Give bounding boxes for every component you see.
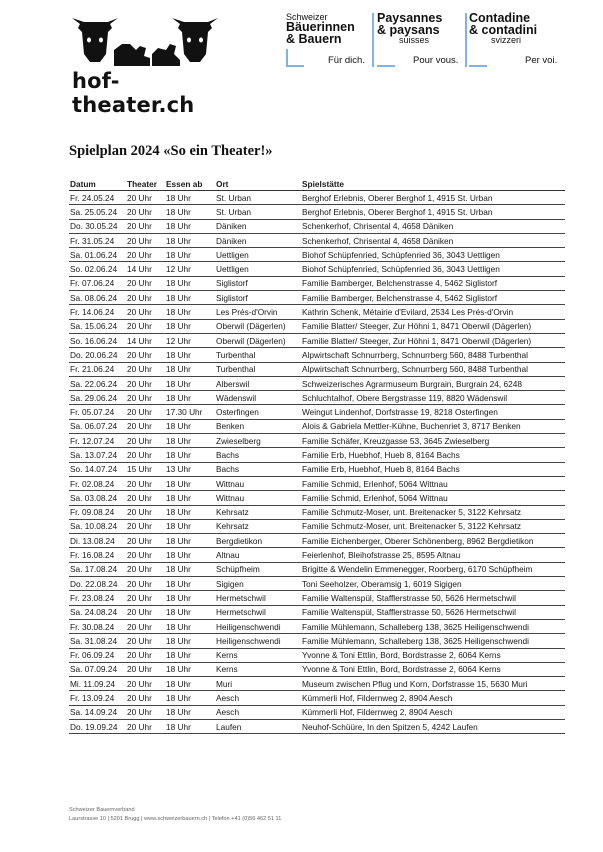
table-row bbox=[69, 219, 565, 233]
partner-fr-small: suisses bbox=[399, 35, 430, 45]
schedule-body bbox=[69, 191, 565, 734]
cell-theater-time: 14 Uhr bbox=[126, 262, 165, 276]
column-header-datum: Datum bbox=[69, 177, 126, 191]
cell-venue: Yvonne & Toni Ettlin, Bord, Bordstrasse 2, 6064 Kerns bbox=[301, 662, 565, 676]
cell-location: Turbenthal bbox=[215, 362, 301, 376]
cell-location: Sigigen bbox=[215, 577, 301, 591]
cell-venue: Feierlenhof, Bleihofstrasse 25, 8595 Altnau bbox=[301, 548, 565, 562]
cell-dinner-time: 18 Uhr bbox=[165, 376, 215, 390]
footer-contact: Laurstrasse 10 | 5201 Brugg | www.schweizerbauern.ch | Telefon +41 (0)56 462 51 11 bbox=[69, 815, 282, 822]
partner-fr-line: Paysannes bbox=[377, 11, 443, 25]
cell-theater-time: 20 Uhr bbox=[126, 577, 165, 591]
cell-date: Do. 22.08.24 bbox=[69, 577, 126, 591]
cell-date: Sa. 22.06.24 bbox=[69, 376, 126, 390]
cell-theater-time: 20 Uhr bbox=[126, 219, 165, 233]
table-row bbox=[69, 719, 565, 733]
cell-date: So. 02.06.24 bbox=[69, 262, 126, 276]
table-row bbox=[69, 276, 565, 290]
cell-venue: Schluchtalhof, Obere Bergstrasse 119, 8820 Wädenswil bbox=[301, 391, 565, 405]
cell-theater-time: 20 Uhr bbox=[126, 405, 165, 419]
schedule-table bbox=[69, 177, 565, 734]
table-row bbox=[69, 305, 565, 319]
cell-location: Wittnau bbox=[215, 476, 301, 490]
cell-location: Siglistorf bbox=[215, 276, 301, 290]
table-row bbox=[69, 319, 565, 333]
cell-location: Zwieselberg bbox=[215, 434, 301, 448]
cell-date: Do. 20.06.24 bbox=[69, 348, 126, 362]
table-row bbox=[69, 491, 565, 505]
cell-theater-time: 20 Uhr bbox=[126, 191, 165, 205]
table-row bbox=[69, 262, 565, 276]
cell-dinner-time: 18 Uhr bbox=[165, 605, 215, 619]
cell-theater-time: 20 Uhr bbox=[126, 276, 165, 290]
cell-dinner-time: 18 Uhr bbox=[165, 233, 215, 247]
partner-logo-fr bbox=[377, 13, 465, 67]
cell-venue: Museum zwischen Pflug und Korn, Dorfstrasse 15, 5630 Muri bbox=[301, 677, 565, 691]
cell-dinner-time: 18 Uhr bbox=[165, 634, 215, 648]
table-row bbox=[69, 519, 565, 533]
cell-dinner-time: 12 Uhr bbox=[165, 262, 215, 276]
cell-theater-time: 20 Uhr bbox=[126, 562, 165, 576]
cell-dinner-time: 18 Uhr bbox=[165, 548, 215, 562]
cell-theater-time: 20 Uhr bbox=[126, 548, 165, 562]
cell-venue: Familie Bamberger, Belchenstrasse 4, 5462 Siglistorf bbox=[301, 291, 565, 305]
cell-theater-time: 20 Uhr bbox=[126, 319, 165, 333]
cell-date: Sa. 03.08.24 bbox=[69, 491, 126, 505]
cell-date: Sa. 01.06.24 bbox=[69, 248, 126, 262]
cell-theater-time: 20 Uhr bbox=[126, 448, 165, 462]
partner-it-slogan: Per voi. bbox=[525, 55, 558, 66]
page-title: Spielplan 2024 «So ein Theater!» bbox=[69, 143, 273, 159]
cell-date: Do. 19.09.24 bbox=[69, 719, 126, 733]
table-row bbox=[69, 705, 565, 719]
cell-venue: Biohof Schüpfenried, Schüpfenried 36, 3043 Uettligen bbox=[301, 248, 565, 262]
cell-theater-time: 20 Uhr bbox=[126, 648, 165, 662]
cell-date: So. 16.06.24 bbox=[69, 333, 126, 347]
cell-venue: Familie Waltenspül, Stafflerstrasse 50, 5626 Hermetschwil bbox=[301, 605, 565, 619]
cell-dinner-time: 18 Uhr bbox=[165, 305, 215, 319]
cell-theater-time: 20 Uhr bbox=[126, 691, 165, 705]
cell-venue: Yvonne & Toni Ettlin, Bord, Bordstrasse 2, 6064 Kerns bbox=[301, 648, 565, 662]
cell-dinner-time: 18 Uhr bbox=[165, 219, 215, 233]
cell-location: Benken bbox=[215, 419, 301, 433]
table-row bbox=[69, 634, 565, 648]
cell-venue: Weingut Lindenhof, Dorfstrasse 19, 8218 Osterfingen bbox=[301, 405, 565, 419]
partner-de-line: Bäuerinnen bbox=[286, 20, 355, 34]
cell-dinner-time: 18 Uhr bbox=[165, 591, 215, 605]
cell-location: Hermetschwil bbox=[215, 605, 301, 619]
cell-theater-time: 20 Uhr bbox=[126, 534, 165, 548]
table-row bbox=[69, 205, 565, 219]
cell-venue: Alpwirtschaft Schnurrberg, Schnurrberg 560, 8488 Turbenthal bbox=[301, 362, 565, 376]
cell-dinner-time: 18 Uhr bbox=[165, 391, 215, 405]
cell-theater-time: 20 Uhr bbox=[126, 719, 165, 733]
cell-dinner-time: 18 Uhr bbox=[165, 319, 215, 333]
cell-dinner-time: 18 Uhr bbox=[165, 677, 215, 691]
partner-logo-it bbox=[469, 13, 569, 67]
cell-theater-time: 20 Uhr bbox=[126, 605, 165, 619]
cell-date: Fr. 16.08.24 bbox=[69, 548, 126, 562]
cell-date: Fr. 06.09.24 bbox=[69, 648, 126, 662]
cell-dinner-time: 18 Uhr bbox=[165, 434, 215, 448]
cell-dinner-time: 18 Uhr bbox=[165, 691, 215, 705]
cell-venue: Familie Schmid, Erlenhof, 5064 Wittnau bbox=[301, 491, 565, 505]
cell-theater-time: 20 Uhr bbox=[126, 419, 165, 433]
table-row bbox=[69, 233, 565, 247]
cell-date: Fr. 12.07.24 bbox=[69, 434, 126, 448]
cell-dinner-time: 18 Uhr bbox=[165, 276, 215, 290]
cell-theater-time: 20 Uhr bbox=[126, 305, 165, 319]
cell-theater-time: 20 Uhr bbox=[126, 362, 165, 376]
cell-theater-time: 20 Uhr bbox=[126, 677, 165, 691]
cell-location: Heiligenschwendi bbox=[215, 634, 301, 648]
column-header-spielstaette: Spielstätte bbox=[301, 177, 565, 191]
cell-theater-time: 20 Uhr bbox=[126, 391, 165, 405]
accent-bar bbox=[377, 65, 395, 67]
cell-venue: Familie Eichenberger, Oberer Schönenberg, 8962 Bergdietikon bbox=[301, 534, 565, 548]
cell-location: Bergdietikon bbox=[215, 534, 301, 548]
cell-dinner-time: 18 Uhr bbox=[165, 534, 215, 548]
table-row bbox=[69, 362, 565, 376]
cell-dinner-time: 18 Uhr bbox=[165, 619, 215, 633]
cell-location: St. Urban bbox=[215, 205, 301, 219]
cell-venue: Berghof Erlebnis, Oberer Berghof 1, 4915 St. Urban bbox=[301, 191, 565, 205]
cell-venue: Schenkerhof, Chrisental 4, 4658 Däniken bbox=[301, 233, 565, 247]
cell-location: Wädenswil bbox=[215, 391, 301, 405]
cell-date: Fr. 24.05.24 bbox=[69, 191, 126, 205]
cell-venue: Familie Schäfer, Kreuzgasse 53, 3645 Zwieselberg bbox=[301, 434, 565, 448]
cell-theater-time: 20 Uhr bbox=[126, 491, 165, 505]
logo-wordmark: hof-theater.ch bbox=[72, 69, 195, 117]
table-row bbox=[69, 348, 565, 362]
cell-date: Sa. 15.06.24 bbox=[69, 319, 126, 333]
table-row bbox=[69, 376, 565, 390]
cell-location: Oberwil (Dägerlen) bbox=[215, 319, 301, 333]
cell-location: Bachs bbox=[215, 462, 301, 476]
accent-bar bbox=[286, 65, 304, 67]
cell-venue: Familie Blatter/ Steeger, Zur Höhni 1, 8471 Oberwil (Dägerlen) bbox=[301, 333, 565, 347]
accent-bar bbox=[465, 13, 467, 67]
cell-date: Sa. 10.08.24 bbox=[69, 519, 126, 533]
cell-location: Aesch bbox=[215, 705, 301, 719]
cell-venue: Alpwirtschaft Schnurrberg, Schnurrberg 560, 8488 Turbenthal bbox=[301, 348, 565, 362]
cell-dinner-time: 18 Uhr bbox=[165, 562, 215, 576]
table-row bbox=[69, 291, 565, 305]
cell-venue: Brigitte & Wendelin Emmenegger, Roorberg, 6170 Schüpfheim bbox=[301, 562, 565, 576]
cell-date: Sa. 07.09.24 bbox=[69, 662, 126, 676]
cell-date: Fr. 21.06.24 bbox=[69, 362, 126, 376]
cell-location: Alberswil bbox=[215, 376, 301, 390]
column-header-essen: Essen ab bbox=[165, 177, 215, 191]
table-row bbox=[69, 391, 565, 405]
partner-de-line: & Bauern bbox=[286, 31, 342, 46]
partner-logo bbox=[286, 13, 569, 69]
table-row bbox=[69, 648, 565, 662]
table-row bbox=[69, 605, 565, 619]
cell-venue: Familie Blatter/ Steeger, Zur Höhni 1, 8471 Oberwil (Dägerlen) bbox=[301, 319, 565, 333]
cell-location: Les Prés-d'Orvin bbox=[215, 305, 301, 319]
cell-theater-time: 20 Uhr bbox=[126, 476, 165, 490]
cell-location: Kehrsatz bbox=[215, 505, 301, 519]
cell-theater-time: 15 Uhr bbox=[126, 462, 165, 476]
partner-it-line: & contadini bbox=[469, 22, 538, 37]
cell-theater-time: 20 Uhr bbox=[126, 619, 165, 633]
cell-venue: Kümmerli Hof, Fildernweg 2, 8904 Aesch bbox=[301, 705, 565, 719]
partner-de-slogan: Für dich. bbox=[328, 55, 365, 66]
table-row bbox=[69, 462, 565, 476]
cell-venue: Familie Schmid, Erlenhof, 5064 Wittnau bbox=[301, 476, 565, 490]
cell-location: Hermetschwil bbox=[215, 591, 301, 605]
cell-dinner-time: 18 Uhr bbox=[165, 505, 215, 519]
cell-theater-time: 20 Uhr bbox=[126, 591, 165, 605]
cell-theater-time: 20 Uhr bbox=[126, 505, 165, 519]
cell-venue: Alois & Gabriela Mettler-Kühne, Buchenriet 3, 8717 Benken bbox=[301, 419, 565, 433]
cell-date: Fr. 07.06.24 bbox=[69, 276, 126, 290]
table-row bbox=[69, 677, 565, 691]
cell-date: Fr. 02.08.24 bbox=[69, 476, 126, 490]
cell-venue: Schweizerisches Agrarmuseum Burgrain, Burgrain 24, 6248 bbox=[301, 376, 565, 390]
cell-theater-time: 20 Uhr bbox=[126, 519, 165, 533]
cell-dinner-time: 18 Uhr bbox=[165, 577, 215, 591]
column-header-theater: Theater bbox=[126, 177, 165, 191]
cell-venue: Schenkerhof, Chrisental 4, 4658 Däniken bbox=[301, 219, 565, 233]
cell-date: Fr. 30.08.24 bbox=[69, 619, 126, 633]
cell-theater-time: 20 Uhr bbox=[126, 233, 165, 247]
cell-location: Uettligen bbox=[215, 262, 301, 276]
cell-location: Altnau bbox=[215, 548, 301, 562]
cell-date: Fr. 09.08.24 bbox=[69, 505, 126, 519]
table-row bbox=[69, 248, 565, 262]
cell-location: Schüpfheim bbox=[215, 562, 301, 576]
column-header-ort: Ort bbox=[215, 177, 301, 191]
cell-dinner-time: 18 Uhr bbox=[165, 291, 215, 305]
cell-location: Kehrsatz bbox=[215, 519, 301, 533]
cell-dinner-time: 18 Uhr bbox=[165, 191, 215, 205]
cell-date: Sa. 31.08.24 bbox=[69, 634, 126, 648]
cell-location: Däniken bbox=[215, 233, 301, 247]
cell-location: Laufen bbox=[215, 719, 301, 733]
partner-fr-line: & paysans bbox=[377, 22, 440, 37]
cell-venue: Familie Erb, Huebhof, Hueb 8, 8164 Bachs bbox=[301, 448, 565, 462]
cell-location: Kerns bbox=[215, 662, 301, 676]
footer bbox=[69, 806, 281, 823]
partner-it-small: svizzeri bbox=[491, 35, 522, 45]
cell-location: Oberwil (Dägerlen) bbox=[215, 333, 301, 347]
table-row bbox=[69, 534, 565, 548]
cell-venue: Familie Bamberger, Belchenstrasse 4, 5462 Siglistorf bbox=[301, 276, 565, 290]
cell-dinner-time: 18 Uhr bbox=[165, 348, 215, 362]
cell-theater-time: 20 Uhr bbox=[126, 705, 165, 719]
accent-bar bbox=[469, 65, 487, 67]
cell-dinner-time: 17.30 Uhr bbox=[165, 405, 215, 419]
table-row bbox=[69, 333, 565, 347]
partner-it-line: Contadine bbox=[469, 11, 531, 25]
partner-fr-slogan: Pour vous. bbox=[413, 55, 459, 66]
cell-dinner-time: 18 Uhr bbox=[165, 362, 215, 376]
cell-theater-time: 20 Uhr bbox=[126, 634, 165, 648]
cell-dinner-time: 18 Uhr bbox=[165, 648, 215, 662]
table-row bbox=[69, 448, 565, 462]
cell-theater-time: 20 Uhr bbox=[126, 434, 165, 448]
table-header-row bbox=[69, 177, 565, 191]
cell-location: Turbenthal bbox=[215, 348, 301, 362]
cell-theater-time: 20 Uhr bbox=[126, 662, 165, 676]
cell-location: Muri bbox=[215, 677, 301, 691]
cell-location: Aesch bbox=[215, 691, 301, 705]
cell-venue: Familie Mühlemann, Schalleberg 138, 3625 Heiligenschwendi bbox=[301, 634, 565, 648]
cell-date: Do. 30.05.24 bbox=[69, 219, 126, 233]
cell-dinner-time: 18 Uhr bbox=[165, 705, 215, 719]
cell-dinner-time: 18 Uhr bbox=[165, 476, 215, 490]
cell-location: St. Urban bbox=[215, 191, 301, 205]
cell-dinner-time: 12 Uhr bbox=[165, 333, 215, 347]
cell-dinner-time: 18 Uhr bbox=[165, 448, 215, 462]
cell-location: Siglistorf bbox=[215, 291, 301, 305]
farm-animals-icon bbox=[70, 14, 220, 66]
cell-location: Uettligen bbox=[215, 248, 301, 262]
cell-date: Sa. 14.09.24 bbox=[69, 705, 126, 719]
cell-venue: Familie Schmutz-Moser, unt. Breitenacker 5, 3122 Kehrsatz bbox=[301, 505, 565, 519]
accent-bar bbox=[372, 13, 374, 67]
cell-dinner-time: 18 Uhr bbox=[165, 491, 215, 505]
cell-location: Kerns bbox=[215, 648, 301, 662]
cell-date: Fr. 14.06.24 bbox=[69, 305, 126, 319]
table-row bbox=[69, 691, 565, 705]
cell-dinner-time: 18 Uhr bbox=[165, 662, 215, 676]
cell-date: Sa. 25.05.24 bbox=[69, 205, 126, 219]
cell-venue: Kümmerli Hof, Fildernweg 2, 8904 Aesch bbox=[301, 691, 565, 705]
cell-venue: Berghof Erlebnis, Oberer Berghof 1, 4915 St. Urban bbox=[301, 205, 565, 219]
cell-dinner-time: 13 Uhr bbox=[165, 462, 215, 476]
cell-venue: Toni Seeholzer, Oberamsig 1, 6019 Sigigen bbox=[301, 577, 565, 591]
hof-theater-logo bbox=[70, 14, 230, 117]
cell-date: Sa. 17.08.24 bbox=[69, 562, 126, 576]
cell-date: Di. 13.08.24 bbox=[69, 534, 126, 548]
cell-theater-time: 20 Uhr bbox=[126, 248, 165, 262]
cell-location: Däniken bbox=[215, 219, 301, 233]
partner-de-line: Schweizer bbox=[286, 12, 328, 22]
cell-date: Sa. 13.07.24 bbox=[69, 448, 126, 462]
cell-theater-time: 20 Uhr bbox=[126, 205, 165, 219]
cell-date: Mi. 11.09.24 bbox=[69, 677, 126, 691]
cell-date: Sa. 29.06.24 bbox=[69, 391, 126, 405]
cell-dinner-time: 18 Uhr bbox=[165, 719, 215, 733]
table-row bbox=[69, 191, 565, 205]
cell-theater-time: 14 Uhr bbox=[126, 333, 165, 347]
cell-theater-time: 20 Uhr bbox=[126, 376, 165, 390]
cell-date: Sa. 06.07.24 bbox=[69, 419, 126, 433]
cell-dinner-time: 18 Uhr bbox=[165, 205, 215, 219]
cell-date: Fr. 23.08.24 bbox=[69, 591, 126, 605]
table-row bbox=[69, 619, 565, 633]
table-row bbox=[69, 405, 565, 419]
cell-location: Heiligenschwendi bbox=[215, 619, 301, 633]
table-row bbox=[69, 476, 565, 490]
table-row bbox=[69, 662, 565, 676]
cell-dinner-time: 18 Uhr bbox=[165, 248, 215, 262]
cell-venue: Familie Erb, Huebhof, Hueb 8, 8164 Bachs bbox=[301, 462, 565, 476]
cell-dinner-time: 18 Uhr bbox=[165, 519, 215, 533]
cell-venue: Familie Mühlemann, Schalleberg 138, 3625 Heiligenschwendi bbox=[301, 619, 565, 633]
cell-location: Wittnau bbox=[215, 491, 301, 505]
cell-date: Sa. 08.06.24 bbox=[69, 291, 126, 305]
table-row bbox=[69, 505, 565, 519]
cell-venue: Kathrin Schenk, Métairie d'Evilard, 2534 Les Prés-d'Orvin bbox=[301, 305, 565, 319]
cell-location: Osterfingen bbox=[215, 405, 301, 419]
cell-venue: Biohof Schüpfenried, Schüpfenried 36, 3043 Uettligen bbox=[301, 262, 565, 276]
cell-dinner-time: 18 Uhr bbox=[165, 419, 215, 433]
cell-theater-time: 20 Uhr bbox=[126, 348, 165, 362]
table-row bbox=[69, 562, 565, 576]
footer-org: Schweizer Bauernverband bbox=[69, 807, 135, 813]
cell-venue: Neuhof-Schüüre, In den Spitzen 5, 4242 Laufen bbox=[301, 719, 565, 733]
cell-date: Fr. 31.05.24 bbox=[69, 233, 126, 247]
cell-venue: Familie Schmutz-Moser, unt. Breitenacker 5, 3122 Kehrsatz bbox=[301, 519, 565, 533]
partner-logo-de bbox=[286, 13, 374, 67]
table-row bbox=[69, 419, 565, 433]
cell-venue: Familie Waltenspül, Stafflerstrasse 50, 5626 Hermetschwil bbox=[301, 591, 565, 605]
cell-location: Bachs bbox=[215, 448, 301, 462]
cell-theater-time: 20 Uhr bbox=[126, 291, 165, 305]
table-row bbox=[69, 548, 565, 562]
table-row bbox=[69, 434, 565, 448]
cell-date: Sa. 24.08.24 bbox=[69, 605, 126, 619]
table-row bbox=[69, 577, 565, 591]
cell-date: So. 14.07.24 bbox=[69, 462, 126, 476]
cell-date: Fr. 05.07.24 bbox=[69, 405, 126, 419]
table-row bbox=[69, 591, 565, 605]
cell-date: Fr. 13.09.24 bbox=[69, 691, 126, 705]
